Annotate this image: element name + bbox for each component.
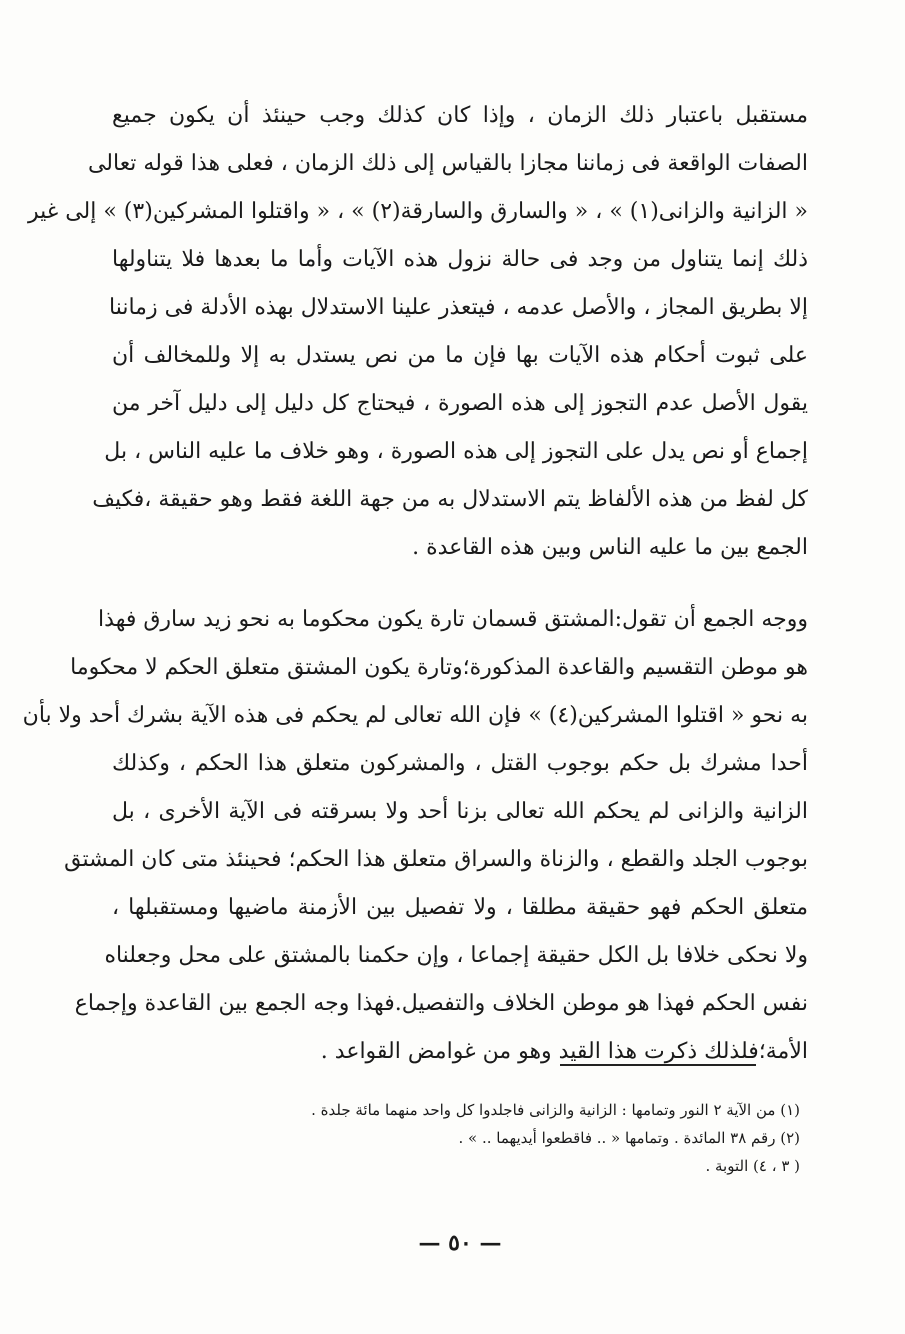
text-line: الأمة؛فلذلك ذكرت هذا القيد وهو من غوامض القواعد . [320, 1039, 808, 1064]
text-line: الجمع بين ما عليه الناس وبين هذه القاعدة . [412, 535, 808, 560]
footnote-2: (٢) رقم ٣٨ المائدة . وتمامها « .. فاقطعوا أيديهما .. » . [458, 1129, 800, 1147]
text-line: إلا بطريق المجاز ، والأصل عدمه ، فيتعذر علينا الاستدلال بهذه الأدلة فى زماننا [109, 295, 808, 320]
paragraph-2 [22, 598, 808, 1078]
text-line: إجماع أو نص يدل على التجوز إلى هذه الصورة ، وهو خلاف ما عليه الناس ، بل [104, 439, 808, 464]
text-line: نفس الحكم فهذا هو موطن الخلاف والتفصيل.فهذا وجه الجمع بين القاعدة وإجماع [74, 991, 808, 1016]
footnote-separator [560, 1064, 756, 1066]
page-number: — ٥٠ — [418, 1230, 502, 1256]
text-line: كل لفظ من هذه الألفاظ يتم الاستدلال به من جهة اللغة فقط وهو حقيقة ،فكيف [92, 487, 808, 512]
text-line: مستقبل باعتبار ذلك الزمان ، وإذا كان كذلك وجب حينئذ أن يكون جميع [112, 103, 808, 128]
text-line: هو موطن التقسيم والقاعدة المذكورة؛وتارة يكون المشتق متعلق الحكم لا محكوما [70, 655, 808, 680]
text-line: يقول الأصل عدم التجوز إلى هذه الصورة ، فيحتاج كل دليل إلى دليل آخر من [112, 391, 808, 416]
text-line: ذلك إنما يتناول من وجد فى حالة نزول هذه الآيات وأما ما بعدها فلا يتناولها [112, 247, 808, 272]
text-line: بوجوب الجلد والقطع ، والزناة والسراق متعلق هذا الحكم؛ فحينئذ متى كان المشتق [64, 847, 808, 872]
text-line: أحدا مشرك بل حكم بوجوب القتل ، والمشركون متعلق هذا الحكم ، وكذلك [112, 751, 808, 776]
text-line: « الزانية والزانى(١) » ، « والسارق والسارقة(٢) » ، « واقتلوا المشركين(٣) » إلى غير [27, 199, 808, 224]
text-line: متعلق الحكم فهو حقيقة مطلقا ، ولا تفصيل بين الأزمنة ماضيها ومستقبلها ، [112, 895, 808, 920]
text-line: ووجه الجمع أن تقول:المشتق قسمان تارة يكون محكوما به نحو زيد سارق فهذا [98, 607, 808, 632]
text-line: ولا نحكى خلافا بل الكل حقيقة إجماعا ، وإن حكمنا بالمشتق على محل وجعلناه [104, 943, 808, 968]
paragraph-1 [27, 92, 808, 572]
text-line: على ثبوت أحكام هذه الآيات بها فإن ما من نص يستدل به إلا وللمخالف أن [112, 343, 808, 368]
text-line: الزانية والزانى لم يحكم الله تعالى بزنا أحد ولا بسرقته فى الآية الأخرى ، بل [112, 799, 808, 824]
footnote-3: ( ٣ ، ٤) التوبة . [705, 1157, 800, 1175]
text-line: به نحو « اقتلوا المشركين(٤) » فإن الله تعالى لم يحكم فى هذه الآية بشرك أحد ولا بأن [22, 703, 808, 728]
footnote-1: (١) من الآية ٢ النور وتمامها : الزانية والزانى فاجلدوا كل واحد منهما مائة جلدة . [311, 1101, 800, 1119]
text-line: الصفات الواقعة فى زماننا مجازا بالقياس إلى ذلك الزمان ، فعلى هذا قوله تعالى [87, 151, 808, 176]
footnotes [160, 1096, 800, 1180]
